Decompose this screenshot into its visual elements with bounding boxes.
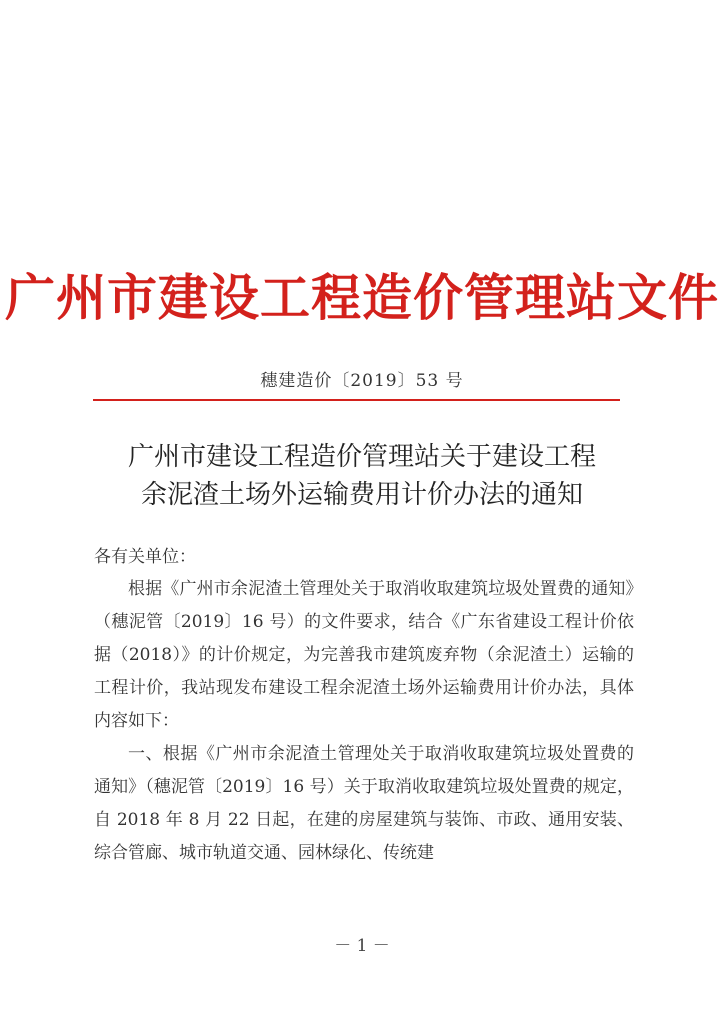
document-number: 穗建造价〔2019〕53 号	[260, 371, 464, 391]
body-paragraph: 根据《广州市余泥渣土管理处关于取消收取建筑垃圾处置费的通知》（穗泥管〔2019〕16 号）的文件要求，结合《广东省建设工程计价依据（2018）》的计价规定，为完善我市建筑废弃物（余泥渣土）运输的工程计价，我站现发布建设工程余泥渣土场外运输费用计价办法，具体内容如下：	[94, 579, 634, 731]
body-paragraph: 一、根据《广州市余泥渣土管理处关于取消收取建筑垃圾处置费的通知》（穗泥管〔2019〕16 号）关于取消收取建筑垃圾处置费的规定，自 2018 年 8 月 22 日起，在建的房屋建筑与装饰、市政、通用安装、综合管廊、城市轨道交通、园林绿化、传统建	[94, 744, 634, 863]
salutation: 各有关单位：	[94, 547, 196, 567]
page-number: － 1 －	[334, 936, 390, 956]
notice-title-line-1: 广州市建设工程造价管理站关于建设工程	[127, 442, 596, 472]
notice-title-line-2: 余泥渣土场外运输费用计价办法的通知	[140, 480, 583, 510]
body-text	[94, 573, 634, 870]
red-divider-line	[93, 399, 620, 401]
issuing-authority-title: 广州市建设工程造价管理站文件	[5, 269, 719, 327]
